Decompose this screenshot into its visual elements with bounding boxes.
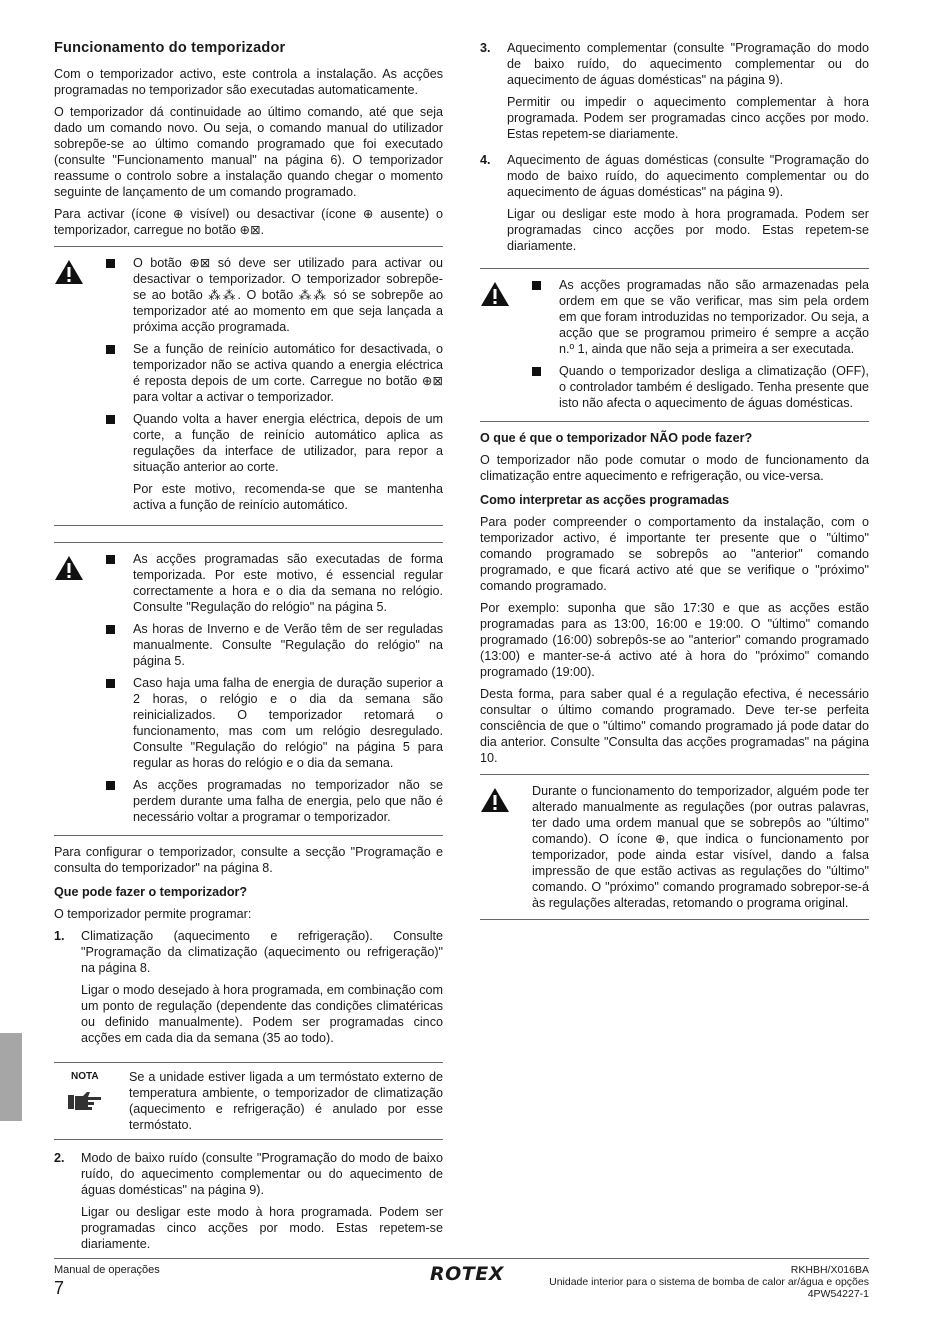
numbered-item: 2. Modo de baixo ruído (consulte "Programação do modo de baixo ruído, do aquecimento complementar ou do aquecimento de águas domésticas" na página 9). Ligar ou desligar este modo à hora programada. Podem ser programadas cinco acções por modo. Estas repetem-se diariamente. bbox=[54, 1151, 443, 1251]
page-number: 7 bbox=[54, 1278, 65, 1298]
list-item: As horas de Inverno e de Verão têm de ser reguladas manualmente. Consulte "Regulação do relógio" na página 5. bbox=[106, 621, 443, 669]
note-box bbox=[54, 1062, 443, 1140]
subheading: O que é que o temporizador NÃO pode fazer? bbox=[480, 431, 753, 445]
product-description: Unidade interior para o sistema de bomba de calor ar/água e opções bbox=[549, 1276, 869, 1288]
chapter-tab bbox=[0, 1033, 22, 1121]
paragraph: Para configurar o temporizador, consulte a secção "Programação e consulta do temporizador" na página 8. bbox=[54, 845, 443, 875]
left-column bbox=[54, 40, 443, 1262]
note-text: Se a unidade estiver ligada a um termóstato externo de temperatura ambiente, o temporizador de climatização (aquecimento e refrigeração) é anulado por esse termóstato. bbox=[129, 1070, 443, 1132]
model-code: RKHBH/X016BA bbox=[790, 1264, 869, 1276]
list-item: As acções programadas são executadas de forma temporizada. Por este motivo, é essencial regular correctamente a hora e o dia da semana no relógio. Consulte "Regulação do relógio" na página 5. bbox=[106, 551, 443, 615]
pointing-hand-icon bbox=[68, 1091, 102, 1111]
right-column bbox=[480, 40, 869, 928]
list-item: Quando volta a haver energia eléctrica, depois de um corte, a função de reinício automático aplica as regulações da interface de utilizador, para repor a situação anterior ao corte. Por este motivo, recomenda-se que se mantenha activa a função de reinício automático. bbox=[106, 411, 443, 515]
subheading: Que pode fazer o temporizador? bbox=[54, 885, 248, 899]
warning-icon bbox=[480, 787, 510, 813]
warning-box: Durante o funcionamento do temporizador, alguém pode ter alterado manualmente as regulações (por outras palavras, ter dado uma ordem manual que se sobrepôs ao "último" comando). O ícone ⊕, que indica o funcionamento por temporizador, pode ainda estar visível, dando a falsa impressão de que estão activas as regulações do "último" comando. O "próximo" comando programado sobrepor-se-á às regulações alteradas, retomando o programa original. bbox=[480, 774, 869, 920]
paragraph: O temporizador dá continuidade ao último comando, até que seja dado um comando novo. Ou seja, o comando manual do utilizador sobrepõe-se ao último comando programado que foi executado (consulte "Funcionamento manual" na página 6). O temporizador reassume o controlo sobre a instalação quando chegar o momento seguinte de lançamento de um comando programado. bbox=[54, 105, 443, 199]
document-code: 4PW54227-1 bbox=[807, 1288, 869, 1300]
paragraph: Por exemplo: suponha que são 17:30 e que as acções estão programadas para as 13:00, 16:00 e 19:00. O "último" comando programado (16:00) sobrepôs-se ao "anterior" comando programado (13:00) e manter-se-á activo até à hora do "próximo" comando programado (19:00). bbox=[480, 601, 869, 679]
section-title: Funcionamento do temporizador bbox=[54, 40, 286, 56]
warning-box bbox=[480, 268, 869, 422]
subheading: Como interpretar as acções programadas bbox=[480, 493, 730, 507]
list-item: As acções programadas no temporizador não se perdem durante uma falha de energia, pelo que não é necessário voltar a programar o temporizador. bbox=[106, 777, 443, 825]
paragraph: Com o temporizador activo, este controla a instalação. As acções programadas no temporizador são executadas automaticamente. bbox=[54, 67, 443, 97]
numbered-item: 3. Aquecimento complementar (consulte "Programação do modo de baixo ruído, do aquecimento complementar ou do aquecimento de águas domésticas" na página 9). Permitir ou impedir o aquecimento complementar à hora programada. Podem ser programadas cinco acções por modo. Estas repetem-se diariamente. bbox=[480, 41, 869, 141]
footer-divider bbox=[54, 1258, 869, 1259]
numbered-item: 1. Climatização (aquecimento e refrigeração). Consulte "Programação da climatização (aquecimento ou refrigeração)" na página 8. Ligar o modo desejado à hora programada, em combinação com um ponto de regulação (dependente das condições climatéricas ou definido manualmente). Podem ser programadas cinco acções em cada dia da semana (35 ao todo). bbox=[54, 929, 443, 1045]
list-item: Caso haja uma falha de energia de duração superior a 2 horas, o relógio e o dia da semana são reinicializados. O temporizador retomará o funcionamento, mas com um relógio desregulado. Consulte "Regulação do relógio" na página 5 para regular as horas do relógio e o dia da semana. bbox=[106, 675, 443, 771]
list-item: Quando o temporizador desliga a climatização (OFF), o controlador também é desligado. Tenha presente que isto não afecta o aquecimento de águas domésticas. bbox=[532, 363, 869, 411]
warning-icon bbox=[54, 555, 84, 581]
numbered-item: 4. Aquecimento de águas domésticas (consulte "Programação do modo de baixo ruído, do aquecimento complementar ou do aquecimento de águas domésticas" na página 9). Ligar ou desligar este modo à hora programada. Podem ser programadas cinco acções por modo. Estas repetem-se diariamente. bbox=[480, 153, 869, 253]
paragraph: Para poder compreender o comportamento da instalação, com o temporizador activo, é importante ter presente que o "último" comando programado se sobrepôs ao "anterior" comando programado, e que ficará activo até que se verifique o "próximo" comando programado. bbox=[480, 515, 869, 593]
warning-box bbox=[54, 246, 443, 526]
warning-icon bbox=[480, 281, 510, 307]
warning-icon bbox=[54, 259, 84, 285]
footer-manual: Manual de operações bbox=[54, 1264, 160, 1276]
paragraph: O temporizador permite programar: bbox=[54, 907, 252, 921]
list-item: As acções programadas não são armazenadas pela ordem em que se vão verificar, mas sim pela ordem em que foram introduzidas no temporizador. Ou seja, a acção que se programou primeiro é sempre a acção n.º 1, ainda que não seja a primeira a ser executada. bbox=[532, 277, 869, 357]
brand-logo: ROTEX bbox=[430, 1263, 504, 1285]
note-label: NOTA bbox=[71, 1071, 99, 1082]
paragraph: Desta forma, para saber qual é a regulação efectiva, é necessário consultar o último comando programado. Deve ter-se perfeita consciência de que o "último" comando programado já pode datar do dia anterior. Consulte "Consulta das acções programadas" na página 10. bbox=[480, 687, 869, 765]
paragraph: Para activar (ícone ⊕ visível) ou desactivar (ícone ⊕ ausente) o temporizador, carregue no botão ⊕⊠. bbox=[54, 207, 443, 237]
paragraph: O temporizador não pode comutar o modo de funcionamento da climatização entre aquecimento e refrigeração, ou vice-versa. bbox=[480, 453, 869, 483]
footer-info bbox=[549, 1264, 869, 1300]
warning-box bbox=[54, 542, 443, 836]
list-item: O botão ⊕⊠ só deve ser utilizado para activar ou desactivar o temporizador. O temporizador sobrepõe-se ao botão ⁂⁂. O botão ⁂⁂ só se sobrepõe ao temporizador até ao momento em que seja lançada a próxima acção programada. bbox=[106, 255, 443, 335]
list-item: Se a função de reinício automático for desactivada, o temporizador não se activa quando a energia eléctrica é reposta depois de um corte. Carregue no botão ⊕⊠ para voltar a activar o temporizador. bbox=[106, 341, 443, 405]
